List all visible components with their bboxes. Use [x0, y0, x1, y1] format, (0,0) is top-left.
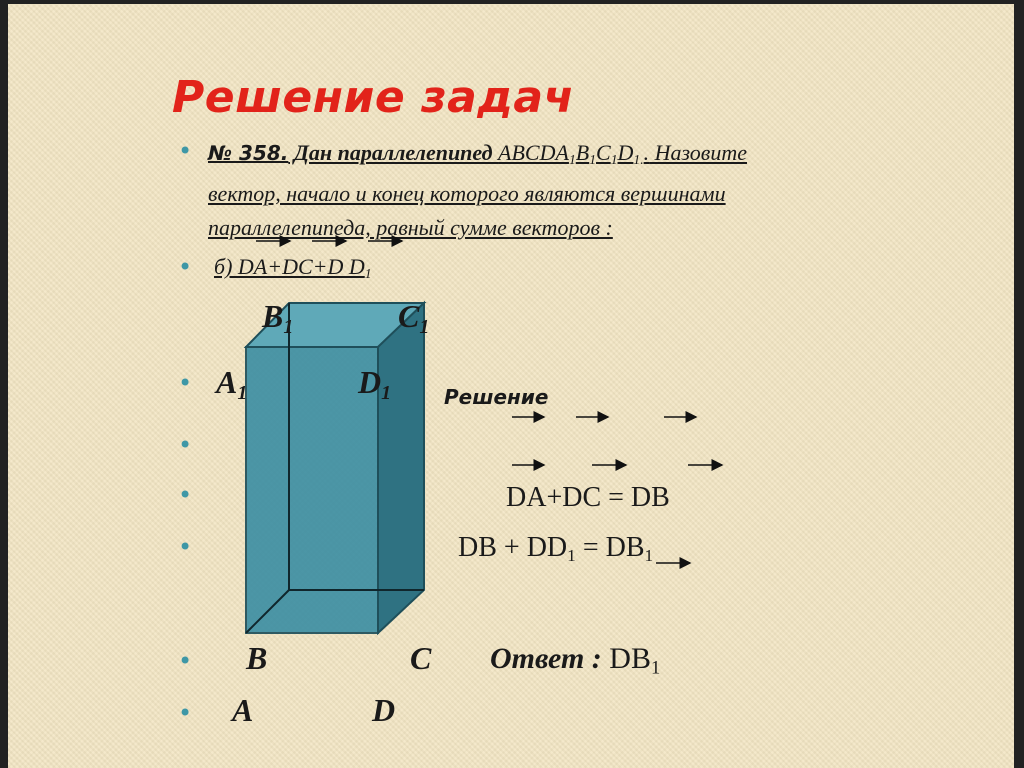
- vertex-label-d1: $D_1$: [358, 364, 392, 404]
- problem-number: № 358.: [208, 141, 289, 165]
- answer-value: DB: [601, 642, 651, 675]
- answer: Ответ : $DB_1$: [490, 642, 661, 679]
- problem-task: Назовите: [649, 140, 748, 165]
- bullet-icon: •: [178, 481, 193, 509]
- bullet-icon: •: [178, 533, 193, 561]
- problem-line-3: параллелепипеда, равный сумме векторов :: [208, 215, 613, 241]
- answer-label: Ответ :: [490, 642, 602, 675]
- vertex-label-a: A: [232, 692, 254, 728]
- equation-2: DB + $DD_1 = DB_1$: [458, 532, 654, 566]
- bullet-icon: •: [178, 647, 193, 675]
- vertex-label-c: C: [410, 640, 432, 676]
- bullet-icon: •: [178, 253, 193, 281]
- vertex-label-b1: $B_1$: [262, 298, 294, 338]
- problem-line-2: вектор, начало и конец которого являются вершинами: [208, 181, 726, 207]
- box-side-face: [378, 303, 424, 633]
- vertex-label-d: D: [372, 692, 396, 728]
- bullet-icon: •: [178, 431, 193, 459]
- solution-heading: Решение: [444, 385, 549, 409]
- problem-given: Дан параллелепипед: [288, 140, 499, 165]
- bullet-icon: •: [178, 699, 193, 727]
- equation-1: DA+DC = DB: [506, 482, 670, 513]
- bullet-icon: •: [178, 137, 193, 165]
- figure-name: $ABCDA_1B_1C_1D_{1.}$.: [498, 140, 650, 168]
- part-b: б) DA+DC+D $D_1$: [214, 254, 372, 282]
- vertex-label-b: B: [246, 640, 268, 676]
- bullet-icon: •: [178, 369, 193, 397]
- vertex-label-a1: $A_1$: [216, 364, 248, 404]
- vertex-label-c1: $C_1$: [398, 298, 430, 338]
- slide-title: Решение задач: [172, 72, 575, 123]
